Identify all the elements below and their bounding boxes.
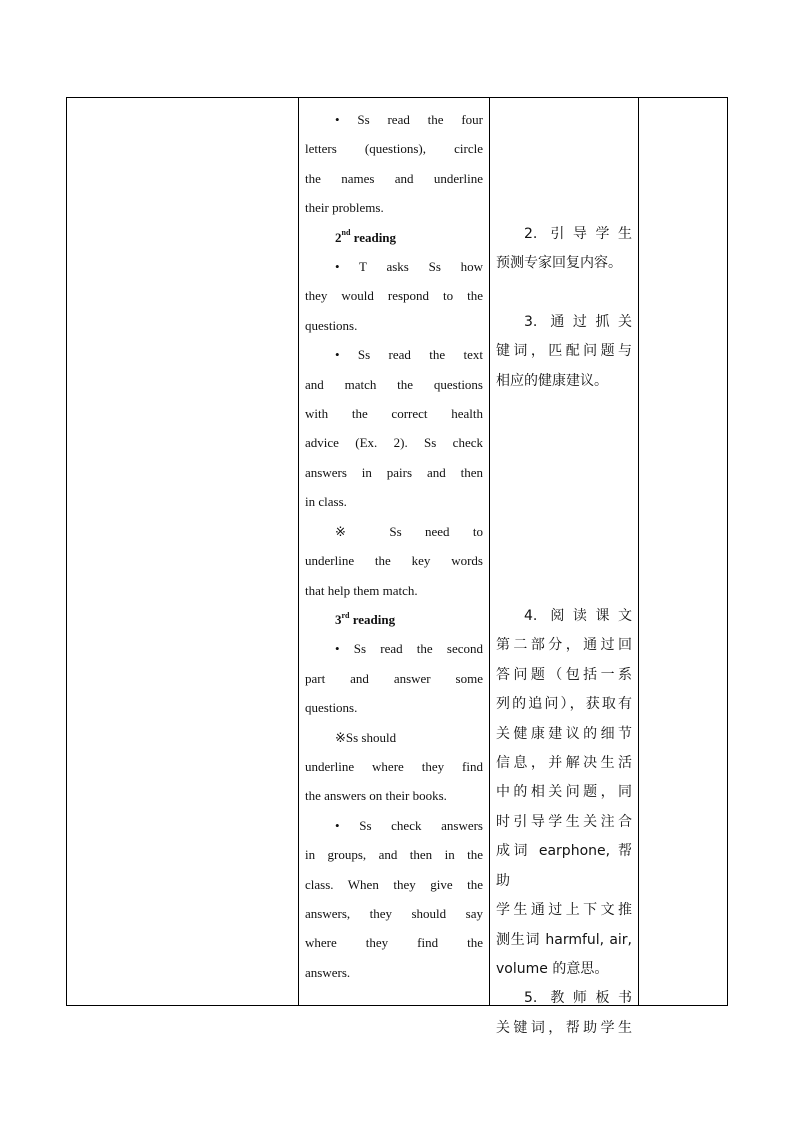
intent-line: 答问题（包括一系 [496, 666, 632, 683]
spacer [496, 279, 632, 308]
intent-line: 成词 earphone, 帮助 [496, 843, 632, 889]
note-line: underline where they find [305, 758, 483, 774]
intent-line: 关键词，帮助学生 [496, 1019, 632, 1036]
spacer [496, 98, 632, 220]
intent-line: 关健康建议的细节 [496, 725, 632, 742]
activity-line: they would respond to the [305, 288, 483, 304]
intent-line: 相应的健康建议。 [496, 372, 608, 389]
intent-line: 时引导学生关注合 [496, 813, 632, 830]
activity-line: in groups, and then in the [305, 847, 483, 863]
intent-line: volume 的意思。 [496, 960, 609, 977]
lesson-plan-table [66, 97, 728, 1036]
intent-line: 4. 阅读课文 [524, 608, 632, 625]
activity-line: • Ss read the four [335, 112, 483, 127]
intent-line: 键词，匹配问题与 [496, 343, 632, 360]
activity-line: and match the questions [305, 376, 483, 392]
spacer [496, 396, 632, 602]
activity-line: • Ss read the text [335, 347, 483, 363]
intent-line: 5. 教师板书 [524, 990, 632, 1007]
steps-column [67, 98, 298, 1005]
activity-line: with the correct health [305, 406, 483, 422]
section-heading-2nd-reading: 2nd reading [335, 228, 397, 245]
activity-line: class. When they give the [305, 876, 483, 892]
note-line: ※ Ss need to [335, 523, 483, 539]
section-heading-3rd-reading: 3rd reading [335, 610, 396, 627]
notes-column [638, 98, 727, 1005]
intent-line: 第二部分，通过回 [496, 637, 632, 654]
intent-line: 预测专家回复内容。 [496, 255, 622, 272]
activity-line: in class. [305, 494, 347, 510]
note-line: underline the key words [305, 553, 483, 569]
intent-line: 信息，并解决生活 [496, 755, 632, 772]
note-line: ※Ss should [335, 729, 397, 745]
note-line: that help them match. [305, 582, 418, 598]
activity-line: answers in pairs and then [305, 464, 483, 480]
activity-line: letters (questions), circle [305, 141, 483, 157]
activity-line: their problems. [305, 200, 384, 216]
intent-line: 中的相关问题，同 [496, 784, 632, 801]
intent-line: 测生词 harmful, air, [496, 931, 632, 948]
activity-line: part and answer some [305, 670, 483, 686]
activity-line: • Ss check answers [335, 817, 483, 833]
activity-line: • T asks Ss how [335, 259, 483, 275]
activity-line: where they find the [305, 935, 483, 951]
intent-line: 2. 引导学生 [524, 226, 632, 242]
note-line: the answers on their books. [305, 788, 447, 804]
activity-line: • Ss read the second [335, 641, 483, 657]
intent-line: 学生通过上下文推 [496, 902, 632, 919]
activity-line: the names and underline [305, 170, 483, 186]
intent-line: 列的追问），获取有 [496, 696, 632, 713]
activity-line: answers, they should say [305, 905, 483, 921]
activities-column [298, 98, 489, 1005]
activity-line: questions. [305, 317, 358, 333]
intent-line: 3. 通过抓关 [524, 313, 632, 330]
activity-line: advice (Ex. 2). Ss check [305, 435, 483, 451]
activity-line: answers. [305, 964, 351, 980]
activity-line: questions. [305, 700, 358, 716]
intent-column [489, 98, 638, 1036]
